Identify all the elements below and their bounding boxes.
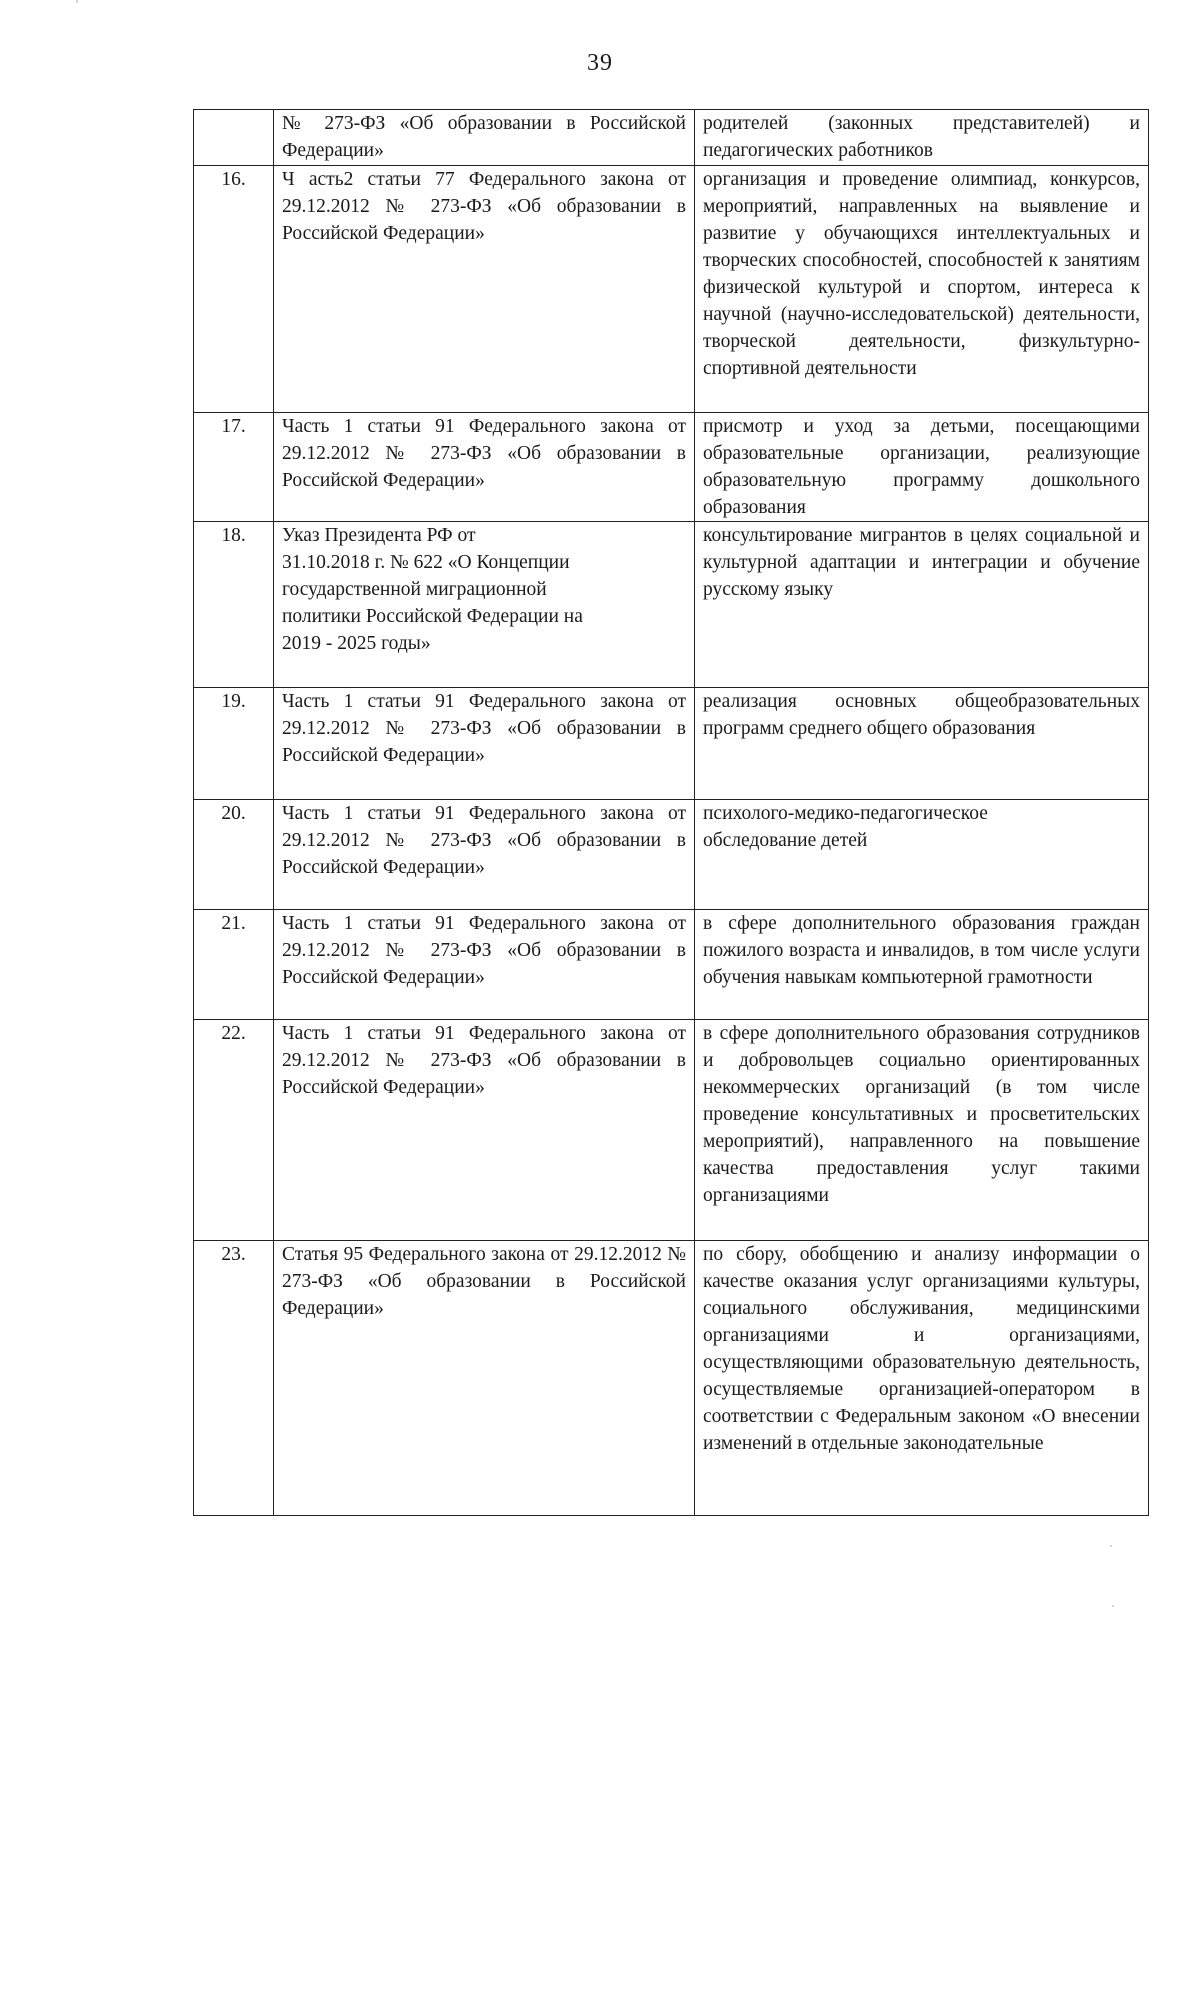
legal-basis-text: Часть 1 статьи 91 Федерального закона от 29.12.2012 № 273-ФЗ «Об образовании в Российской Федерации» — [282, 691, 686, 766]
legal-basis-cell — [274, 910, 695, 1020]
legal-basis-text: Статья 95 Федерального закона от 29.12.2012 № 273-ФЗ «Об образовании в Российской Федерации» — [282, 1244, 686, 1319]
service-text: в сфере дополнительного образования граждан пожилого возраста и инвалидов, в том числе услуги обучения навыкам компьютерной грамотности — [703, 913, 1140, 988]
legal-basis-cell — [274, 1020, 695, 1241]
legal-basis-cell — [274, 110, 695, 166]
service-text: консультирование мигрантов в целях социальной и культурной адаптации и интеграции и обучение русскому языку — [703, 525, 1140, 600]
services-table — [193, 109, 1149, 1516]
legal-basis-text: Ч асть2 статьи 77 Федерального закона от 29.12.2012 № 273-ФЗ «Об образовании в Российской Федерации» — [282, 169, 686, 244]
legal-basis-text: Часть 1 статьи 91 Федерального закона от 29.12.2012 № 273-ФЗ «Об образовании в Российской Федерации» — [282, 803, 686, 878]
table-row — [194, 910, 1149, 1020]
table-row — [194, 800, 1149, 910]
legal-basis-text: Часть 1 статьи 91 Федерального закона от 29.12.2012 № 273-ФЗ «Об образовании в Российской Федерации» — [282, 913, 686, 988]
service-text: реализация основных общеобразовательных программ среднего общего образования — [703, 691, 1140, 739]
service-text: психолого-медико-педагогическое обследование детей — [703, 803, 988, 851]
service-text: по сбору, обобщению и анализу информации о качестве оказания услуг организациями культуры, социального обслуживания, медицинскими организациями и организациями, осуществляющими образовательную деятельность, осуществляемые организацией-оператором в соответствии с Федеральным законом «О внесении изменений в отдельные законодательные — [703, 1244, 1140, 1454]
service-cell — [695, 1241, 1149, 1516]
service-cell — [695, 166, 1149, 413]
legal-basis-cell — [274, 688, 695, 800]
table-row — [194, 522, 1149, 688]
row-number: 17. — [194, 413, 274, 522]
row-number — [194, 110, 274, 166]
row-number: 18. — [194, 522, 274, 688]
row-number: 22. — [194, 1020, 274, 1241]
service-cell — [695, 110, 1149, 166]
table-row — [194, 413, 1149, 522]
legal-basis-text: Часть 1 статьи 91 Федерального закона от 29.12.2012 № 273-ФЗ «Об образовании в Российской Федерации» — [282, 416, 686, 491]
service-cell — [695, 800, 1149, 910]
legal-basis-cell — [274, 166, 695, 413]
table-row — [194, 166, 1149, 413]
scan-speck — [1110, 1545, 1112, 1547]
service-cell — [695, 910, 1149, 1020]
table-row — [194, 110, 1149, 166]
service-cell — [695, 688, 1149, 800]
legal-basis-cell — [274, 800, 695, 910]
table-row — [194, 1241, 1149, 1516]
legal-basis-text: № 273-ФЗ «Об образовании в Российской Федерации» — [282, 113, 686, 161]
service-text: в сфере дополнительного образования сотрудников и добровольцев социально ориентированных некоммерческих организаций (в том числе проведение консультативных и просветительских мероприятий), направленного на повышение качества предоставления услуг такими организациями — [703, 1023, 1140, 1206]
scan-speck — [1112, 1605, 1114, 1607]
service-cell — [695, 413, 1149, 522]
service-cell — [695, 522, 1149, 688]
row-number: 20. — [194, 800, 274, 910]
service-cell — [695, 1020, 1149, 1241]
legal-basis-cell — [274, 413, 695, 522]
legal-basis-text: Указ Президента РФ от 31.10.2018 г. № 622 «О Концепции государственной миграционной политики Российской Федерации на 2019 - 2025 годы» — [282, 525, 583, 654]
legal-basis-cell — [274, 1241, 695, 1516]
service-text: присмотр и уход за детьми, посещающими образовательные организации, реализующие образовательную программу дошкольного образования — [703, 416, 1140, 518]
row-number: 19. — [194, 688, 274, 800]
legal-basis-text: Часть 1 статьи 91 Федерального закона от 29.12.2012 № 273-ФЗ «Об образовании в Российской Федерации» — [282, 1023, 686, 1098]
scan-speck — [76, 0, 78, 3]
row-number: 21. — [194, 910, 274, 1020]
row-number: 23. — [194, 1241, 274, 1516]
service-text: родителей (законных представителей) и педагогических работников — [703, 113, 1140, 161]
table-row — [194, 1020, 1149, 1241]
row-number: 16. — [194, 166, 274, 413]
service-text: организация и проведение олимпиад, конкурсов, мероприятий, направленных на выявление и развитие у обучающихся интеллектуальных и творческих способностей, способностей к занятиям физической культурой и спортом, интереса к научной (научно-исследовательской) деятельности, творческой деятельности, физкультурно-спортивной деятельности — [703, 169, 1140, 379]
page-number: 39 — [587, 50, 613, 76]
table-row — [194, 688, 1149, 800]
legal-basis-cell — [274, 522, 695, 688]
